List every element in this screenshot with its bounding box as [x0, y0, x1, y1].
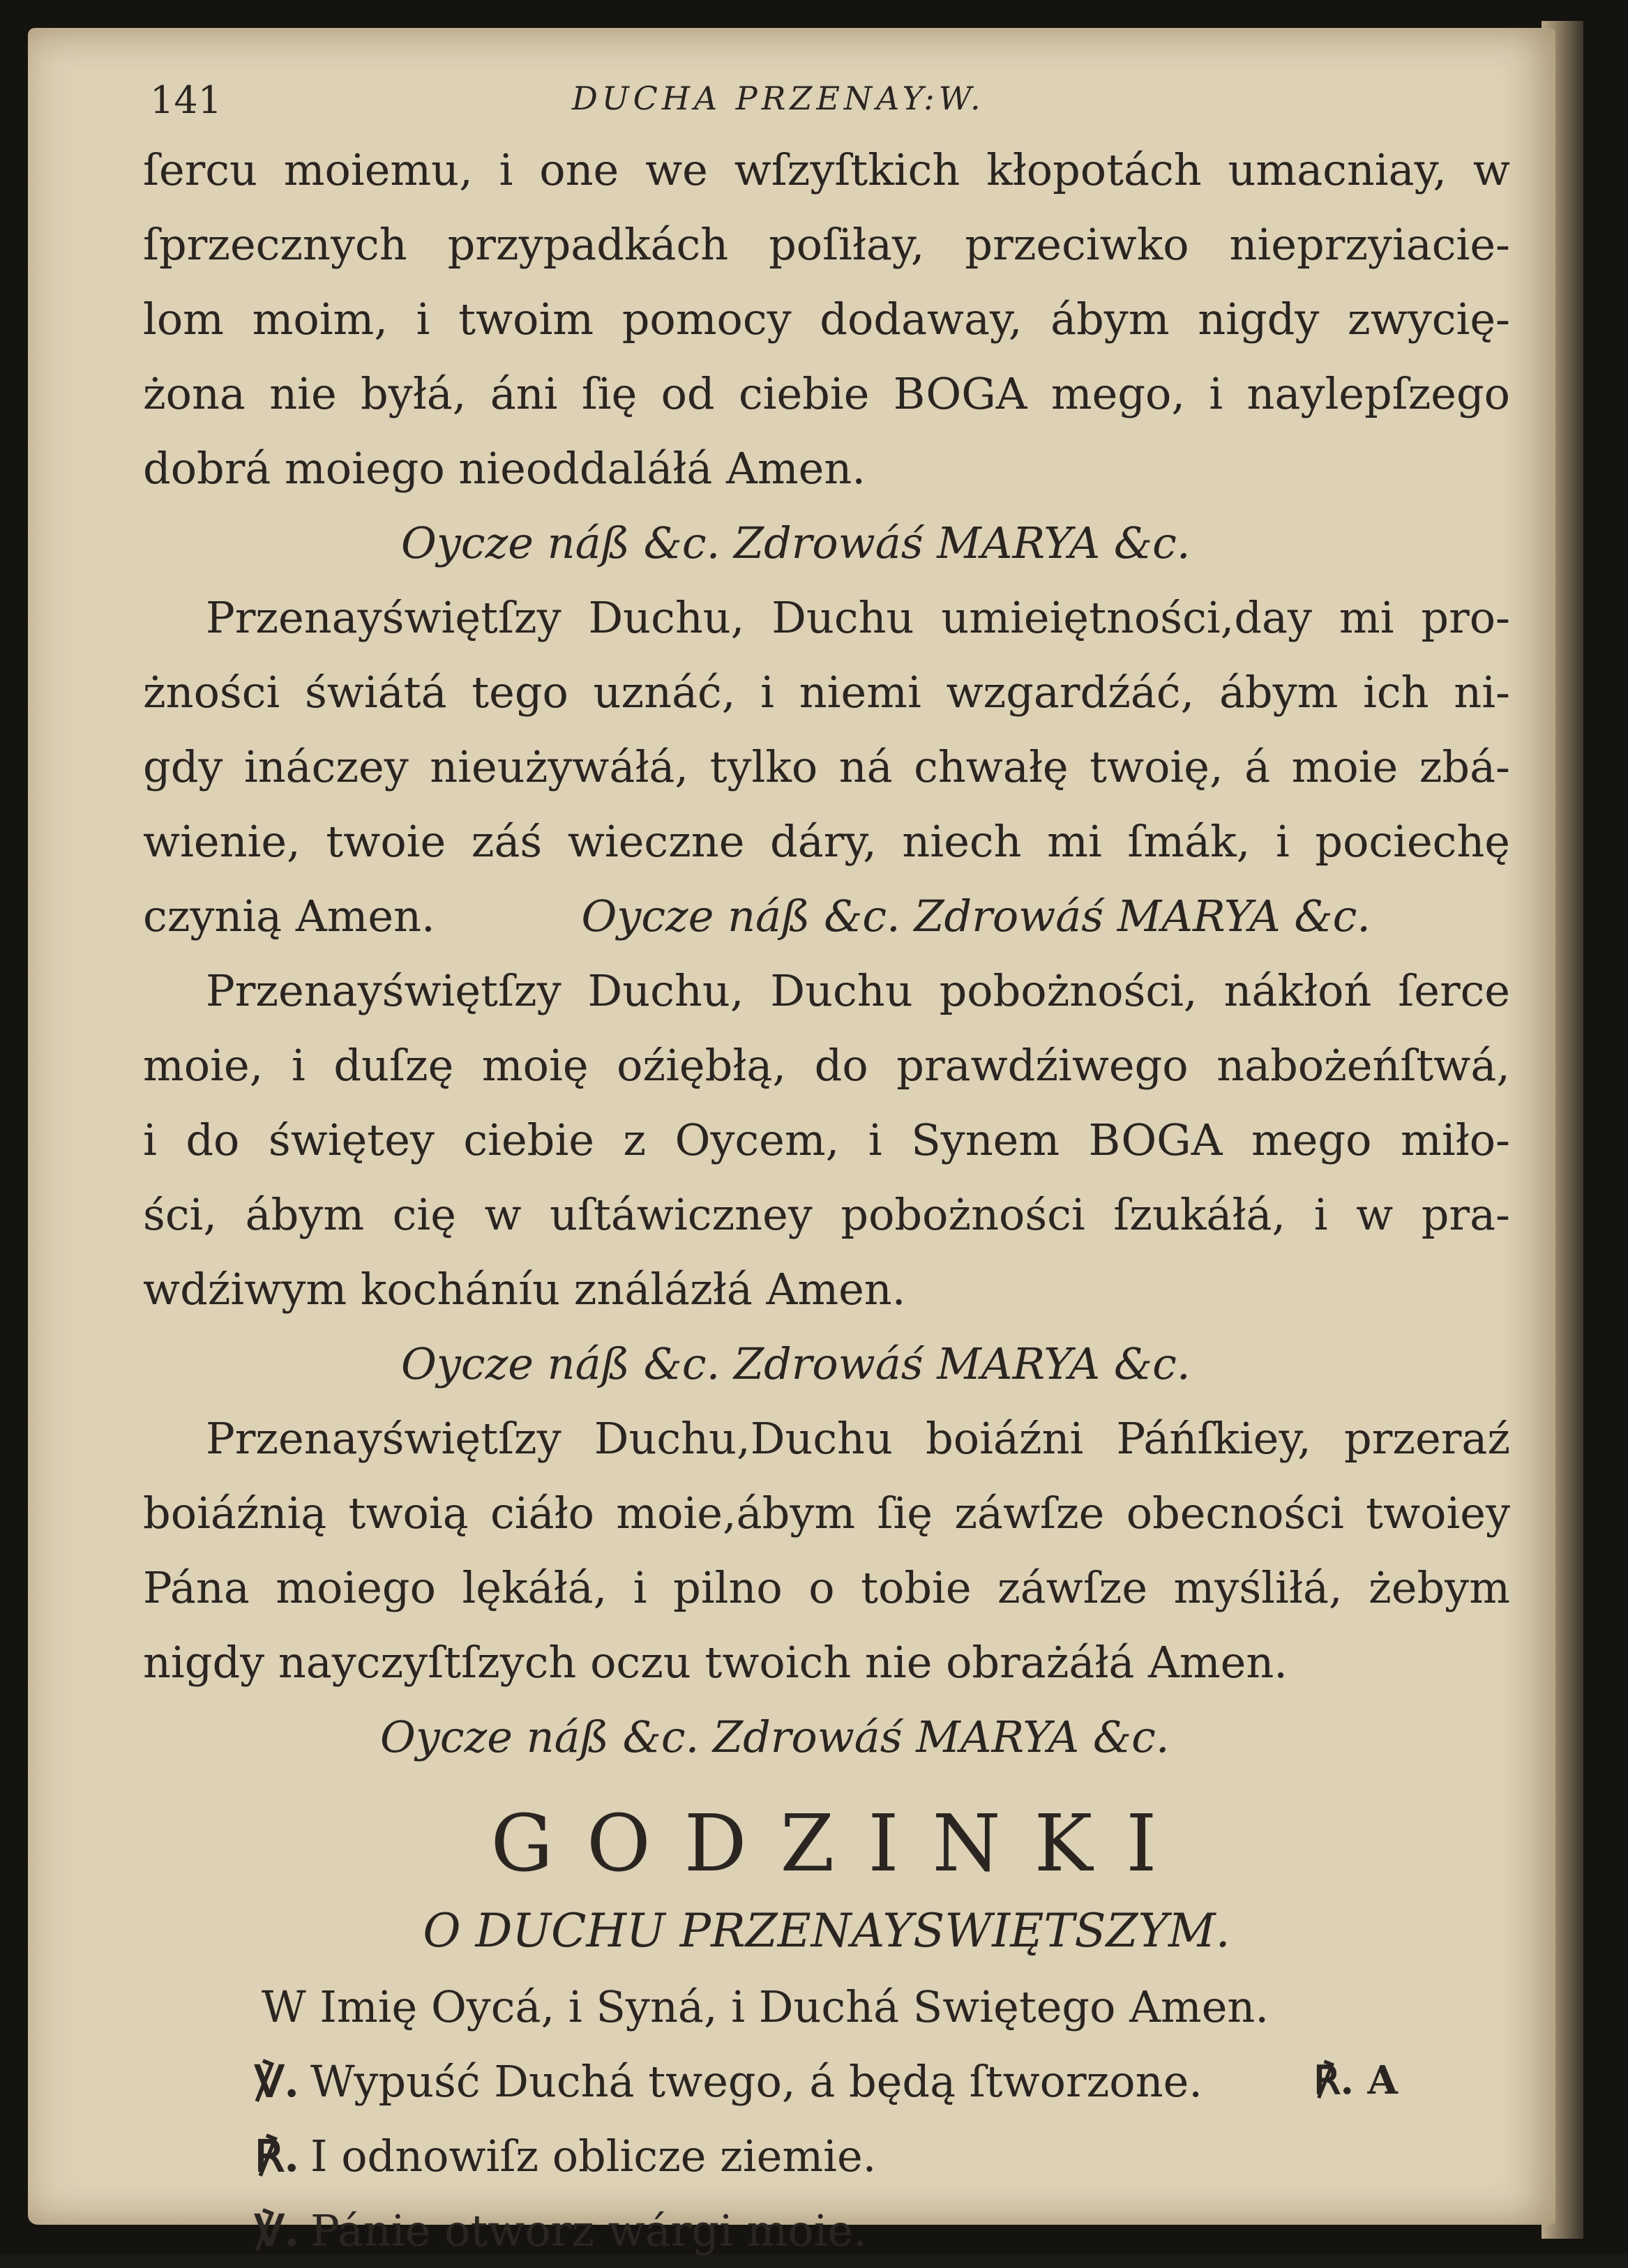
running-title: DUCHA PRZENAY:W. [572, 80, 985, 117]
running-head [143, 70, 1510, 133]
text-line: gdy ináczey nieużywáłá, tylko ná chwałę twoię, á moie zbá- [143, 741, 1510, 792]
paragraph-2 [143, 580, 1510, 953]
page-text [143, 70, 1510, 2268]
response-mark: ℟. [255, 2131, 299, 2182]
text-line: Przenayświętſzy Duchu, Duchu pobożności, nákłoń ſerce [206, 965, 1510, 1016]
prayer-line: Oycze náß &c. Zdrowáś MARYA &c. [401, 1338, 1191, 1389]
invocation-line: W Imię Oycá, i Syná, i Duchá Swiętego Amen. [262, 1981, 1269, 2032]
versicle-line [143, 2044, 1510, 2119]
versicle-mark: ℣. [255, 2205, 299, 2256]
prayer-line: Oycze náß &c. Zdrowáś MARYA &c. [380, 1711, 1170, 1762]
response-text: I odnowiſz oblicze ziemie. [310, 2131, 877, 2182]
text-line: żności świátá tego uznáć, i niemi wzgardźáć, ábym ich ni- [143, 667, 1510, 718]
section-spacer [143, 1774, 1510, 1795]
prayer-line: Oycze náß &c. Zdrowáś MARYA &c. [401, 517, 1191, 568]
versicle-text: Pánie otworz wárgi moie. [310, 2205, 867, 2256]
text-line: żona nie byłá, áni ſię od ciebie BOGA mego, i naylepſzego [143, 368, 1510, 419]
text-line: Przenayświętſzy Duchu,Duchu boiáźni Páńſkiey, przeraź [206, 1413, 1510, 1464]
paragraph-3 [143, 953, 1510, 1401]
versicle-line [143, 2193, 1510, 2268]
text-line: wienie, twoie záś wieczne dáry, niech mi ſmák, i pociechę [143, 816, 1510, 867]
versicle-mark: ℣. [255, 2056, 299, 2107]
text-line: wdźiwym kocháníu ználázłá Amen. [143, 1264, 906, 1315]
paragraph-1 [143, 133, 1510, 580]
page-number: 141 [150, 78, 223, 122]
text-line-end: czynią Amen. [143, 891, 435, 942]
section-title: GODZINKI [490, 1799, 1191, 1889]
text-line: i do świętey ciebie z Oycem, i Synem BOGA mego miło- [143, 1114, 1510, 1165]
text-line [143, 879, 1510, 953]
godzinki-section [143, 1795, 1510, 2268]
text-line: Przenayświętſzy Duchu, Duchu umieiętności,day mi pro- [206, 592, 1510, 643]
paragraph-4 [143, 1401, 1510, 1774]
prayer-line: Oycze náß &c. Zdrowáś MARYA &c. [581, 891, 1371, 942]
text-line: ści, ábym cię w uſtáwiczney pobożności ſzukáłá, i w pra- [143, 1189, 1510, 1240]
response-line [143, 2119, 1510, 2193]
text-line: nigdy nayczyſtſzych oczu twoich nie obrażáłá Amen. [143, 1637, 1288, 1688]
text-line: dobrá moiego nieoddaláłá Amen. [143, 443, 866, 494]
text-line: boiáźnią twoią ciáło moie,ábym ſię záwſze obecności twoiey [143, 1488, 1510, 1539]
text-line: ſercu moiemu, i one we wſzyſtkich kłopotách umacniay, w [143, 144, 1510, 195]
text-line: ſprzecznych przypadkách poſiłay, przeciwko nieprzyiacie- [143, 219, 1510, 270]
text-line: lom moim, i twoim pomocy dodaway, ábym nigdy zwycię- [143, 294, 1510, 345]
text-line: Pána moiego lękáłá, i pilno o tobie záwſze myśliłá, żebym [143, 1562, 1510, 1613]
catchword: ℟. A [1313, 2057, 1398, 2103]
section-subtitle: O DUCHU PRZENAYSWIĘTSZYM. [423, 1904, 1230, 1958]
text-line: moie, i duſzę moię oźiębłą, do prawdźiwego nabożeńſtwá, [143, 1040, 1510, 1091]
versicle-text: Wypuść Duchá twego, á będą ſtworzone. [310, 2056, 1203, 2107]
